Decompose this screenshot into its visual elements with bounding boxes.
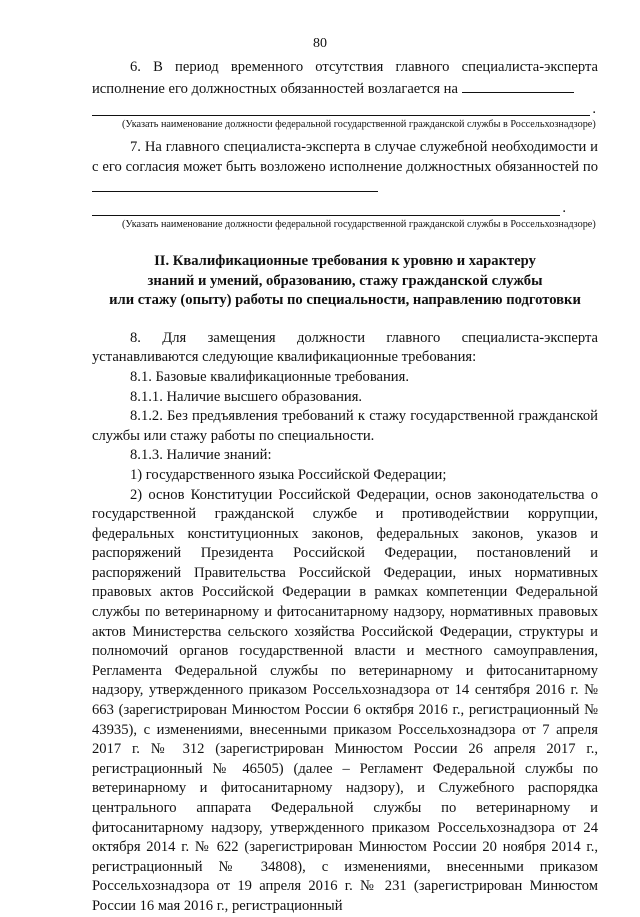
fill-in-line	[462, 78, 574, 93]
line-end-dot: .	[562, 200, 566, 217]
paragraph-8-1-2: 8.1.2. Без предъявления требований к стажу государственной гражданской службы или стажу работы по специальности.	[92, 408, 598, 444]
paragraph-8-1-1: 8.1.1. Наличие высшего образования.	[130, 388, 363, 405]
paragraph-8-1: 8.1. Базовые квалификационные требования.	[130, 368, 409, 385]
paragraph-8: 8. Для замещения должности главного специалиста-эксперта устанавливаются следующие квалификационные требования:	[92, 329, 598, 366]
heading-line: или стажу (опыту) работы по специальности, направлению подготовки	[109, 292, 581, 309]
paragraph-8-1-3: 8.1.3. Наличие знаний:	[130, 447, 272, 464]
fill-in-line	[92, 99, 596, 117]
paragraph-6	[92, 58, 598, 99]
note-2: (Указать наименование должности федеральной государственной гражданской службы в Россельхознадзоре)	[122, 218, 596, 230]
line-end-dot: .	[592, 100, 596, 117]
heading-line: II. Квалификационные требования к уровню и характеру	[154, 252, 536, 269]
fill-in-line	[92, 199, 566, 217]
paragraph-6-text: 6. В период временного отсутствия главного специалиста-эксперта исполнение его должностных обязанностей возлагается на	[92, 59, 598, 97]
page-content	[92, 58, 598, 917]
section-heading	[92, 252, 598, 311]
fill-in-line	[92, 177, 378, 192]
paragraph-7	[92, 138, 598, 199]
heading-line: знаний и умений, образованию, стажу гражданской службы	[147, 272, 543, 289]
page-number: 80	[313, 36, 327, 51]
note-1: (Указать наименование должности федеральной государственной гражданской службы в Россельхознадзоре)	[122, 119, 596, 131]
knowledge-item-1: 1) государственного языка Российской Федерации;	[130, 466, 447, 483]
paragraph-7-text: 7. На главного специалиста-эксперта в случае служебной необходимости и с его согласия может быть возложено исполнение должностных обязанностей по	[92, 139, 598, 175]
knowledge-item-2: 2) основ Конституции Российской Федерации, основ законодательства о государственной гражданской службе и противодействии коррупции, федеральных конституционных законов, федеральных законов, указов и распоряжений Президента Российской Федерации, постановлений и распоряжений Правительства Российской Федерации, иных нормативных правовых актов Российской Федерации в рамках компетенции Федеральной службы по ветеринарному и фитосанитарному надзору, нормативных правовых актов Министерства сельского хозяйства Российской Федерации, структуры и полномочий органов государственной власти и местного самоуправления, Регламента Федеральной службы по ветеринарному и фитосанитарному надзору, утвержденного приказом Россельхознадзора от 14 сентября 2016 г. № 663 (зарегистрирован Минюстом России 6 октября 2016 г., регистрационный № 43935), с изменениями, внесенными приказом Россельхознадзора от 7 апреля 2017 г. № 312 (зарегистрирован Минюстом России 26 апреля 2017 г., регистрационный № 46505) (далее – Регламент Федеральной службы по ветеринарному и фитосанитарному надзору), и Служебного распорядка центрального аппарата Федеральной службы по ветеринарному и фитосанитарному надзору, утвержденного приказом Россельхознадзора от 24 октября 2014 г. № 622 (зарегистрирован Минюстом России 20 ноября 2014 г., регистрационный № 34808), с изменениями, внесенными приказом Россельхознадзора от 19 апреля 2016 г. № 231 (зарегистрирован Минюстом России 16 мая 2016 г., регистрационный	[92, 486, 598, 914]
